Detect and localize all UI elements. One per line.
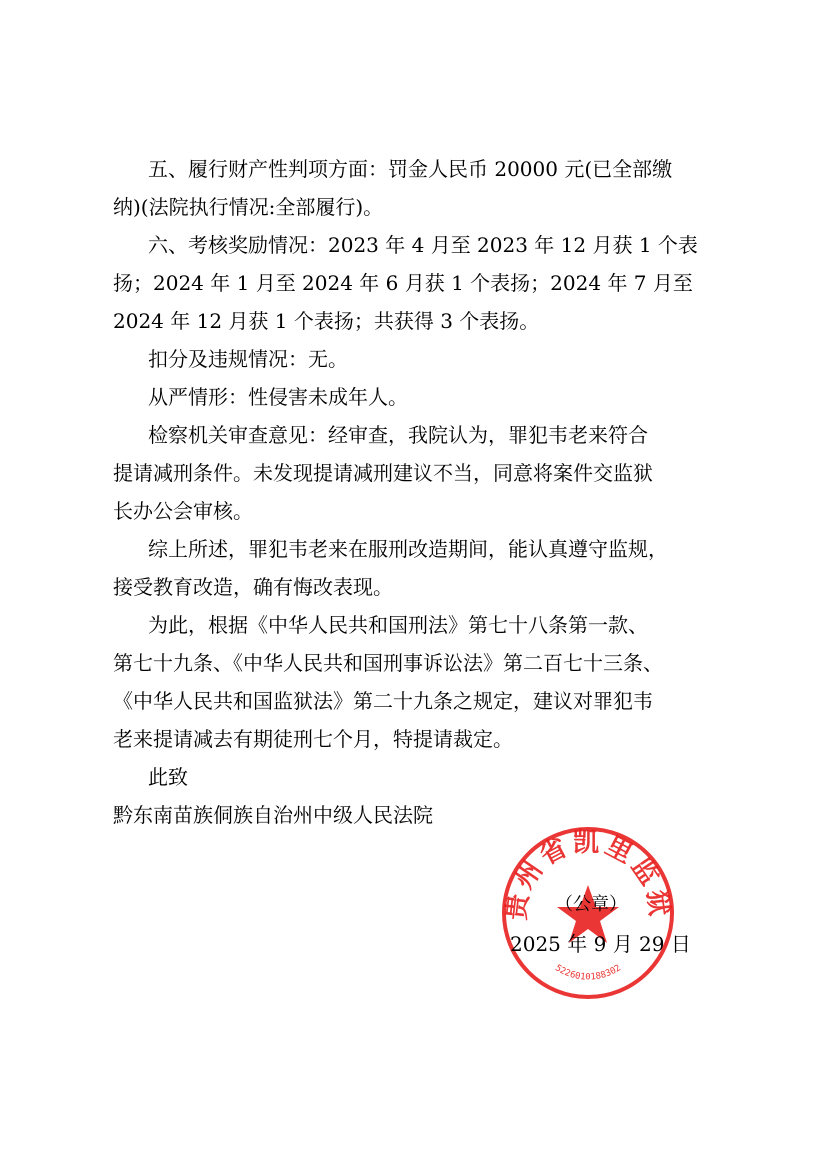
paragraph-line: 《中华人民共和国监狱法》第二十九条之规定，建议对罪犯韦 [113, 689, 653, 713]
paragraph-line: 扣分及违规情况：无。 [148, 347, 348, 371]
svg-text:5226010188302 [553, 963, 623, 982]
recipient-court: 黔东南苗族侗族自治州中级人民法院 [113, 803, 433, 827]
paragraph-line: 六、考核奖励情况：2023 年 4 月至 2023 年 12 月获 1 个表 [148, 233, 698, 257]
paragraph-line: 第七十九条、《中华人民共和国刑事诉讼法》第二百七十三条、 [113, 651, 663, 675]
paragraph-line: 纳)(法院执行情况:全部履行)。 [113, 195, 384, 219]
paragraph-line: 老来提请减去有期徒刑七个月，特提请裁定。 [113, 727, 513, 751]
paragraph-line: 接受教育改造，确有悔改表现。 [113, 575, 393, 599]
paragraph-line: 2024 年 12 月获 1 个表扬；共获得 3 个表扬。 [113, 309, 540, 333]
seal-number: 5226010188302 [553, 963, 623, 983]
seal-label: （公章） [555, 894, 627, 915]
paragraph-line: 从严情形：性侵害未成年人。 [148, 385, 408, 409]
document-date: 2025 年 9 月 29 日 [510, 932, 691, 956]
paragraph-line: 为此，根据《中华人民共和国刑法》第七十八条第一款、 [148, 613, 648, 637]
paragraph-line: 长办公会审核。 [113, 499, 253, 523]
seal-text: 贵州省凯里监狱 [501, 828, 675, 922]
paragraph-line: 五、履行财产性判项方面：罚金人民币 20000 元(已全部缴 [148, 157, 673, 181]
closing-phrase: 此致 [148, 765, 188, 789]
paragraph-line: 扬；2024 年 1 月至 2024 年 6 月获 1 个表扬；2024 年 7 月至 [113, 271, 693, 295]
paragraph-line: 检察机关审查意见：经审查，我院认为，罪犯韦老来符合 [148, 423, 648, 447]
paragraph-line: 提请减刑条件。未发现提请减刑建议不当，同意将案件交监狱 [113, 461, 653, 485]
paragraph-line: 综上所述，罪犯韦老来在服刑改造期间，能认真遵守监规， [148, 537, 668, 561]
